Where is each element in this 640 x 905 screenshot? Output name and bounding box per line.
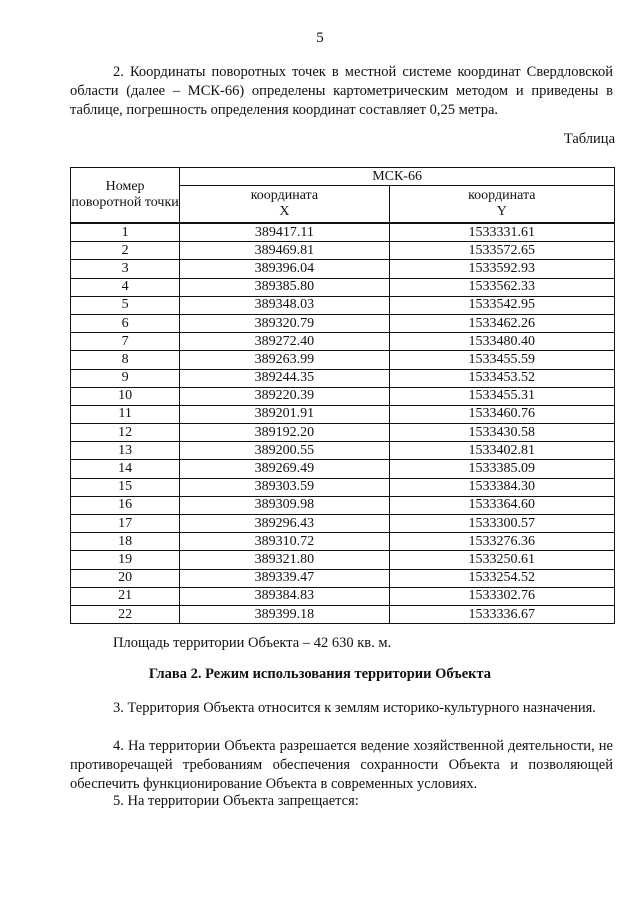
table-row [71, 424, 615, 442]
header-coordinate-x: координата X [180, 186, 389, 224]
paragraph-5: 5. На территории Объекта запрещается: [113, 793, 359, 809]
cell-point-number: 8 [71, 351, 180, 369]
cell-coordinate-y: 1533455.59 [389, 351, 614, 369]
cell-point-number: 4 [71, 278, 180, 296]
header-coordinate-system: МСК-66 [180, 168, 615, 186]
cell-point-number: 1 [71, 223, 180, 242]
cell-coordinate-y: 1533302.76 [389, 587, 614, 605]
table-row [71, 551, 615, 569]
paragraph-4: 4. На территории Объекта разрешается ведение хозяйственной деятельности, не противоречащей требованиям обеспечения сохранности Объекта и позволяющей обеспечить функционирование Объекта в современных условиях. [70, 738, 613, 792]
cell-coordinate-x: 389310.72 [180, 533, 389, 551]
cell-coordinate-x: 389244.35 [180, 369, 389, 387]
cell-point-number: 15 [71, 478, 180, 496]
cell-coordinate-x: 389201.91 [180, 405, 389, 423]
chapter-title: Глава 2. Режим использования территории Объекта [148, 666, 492, 682]
cell-point-number: 17 [71, 515, 180, 533]
header-coordinate-y: координата Y [389, 186, 614, 224]
cell-coordinate-x: 389385.80 [180, 278, 389, 296]
cell-coordinate-y: 1533453.52 [389, 369, 614, 387]
cell-coordinate-x: 389320.79 [180, 314, 389, 332]
paragraph-3: 3. Территория Объекта относится к землям историко-культурного назначения. [113, 700, 596, 716]
cell-coordinate-x: 389339.47 [180, 569, 389, 587]
cell-coordinate-x: 389309.98 [180, 496, 389, 514]
table-row [71, 223, 615, 242]
cell-point-number: 14 [71, 460, 180, 478]
table-row [71, 369, 615, 387]
cell-coordinate-y: 1533462.26 [389, 314, 614, 332]
cell-point-number: 3 [71, 260, 180, 278]
cell-coordinate-y: 1533455.31 [389, 387, 614, 405]
header-point-number: Номер поворотной точки [71, 168, 180, 224]
table-row [71, 296, 615, 314]
cell-coordinate-y: 1533384.30 [389, 478, 614, 496]
cell-coordinate-x: 389192.20 [180, 424, 389, 442]
table-row [71, 260, 615, 278]
table-caption: Таблица [563, 131, 615, 147]
cell-coordinate-y: 1533430.58 [389, 424, 614, 442]
cell-coordinate-y: 1533402.81 [389, 442, 614, 460]
cell-coordinate-y: 1533300.57 [389, 515, 614, 533]
table-row [71, 605, 615, 623]
cell-coordinate-x: 389417.11 [180, 223, 389, 242]
coordinates-table-body [71, 223, 615, 624]
table-row [71, 515, 615, 533]
cell-coordinate-x: 389321.80 [180, 551, 389, 569]
table-row [71, 569, 615, 587]
cell-point-number: 16 [71, 496, 180, 514]
cell-coordinate-x: 389296.43 [180, 515, 389, 533]
cell-coordinate-y: 1533542.95 [389, 296, 614, 314]
table-row [71, 533, 615, 551]
table-row [71, 278, 615, 296]
table-row [71, 496, 615, 514]
cell-point-number: 13 [71, 442, 180, 460]
cell-coordinate-x: 389272.40 [180, 333, 389, 351]
cell-coordinate-x: 389200.55 [180, 442, 389, 460]
table-row [71, 242, 615, 260]
cell-point-number: 18 [71, 533, 180, 551]
table-row [71, 351, 615, 369]
cell-coordinate-x: 389384.83 [180, 587, 389, 605]
cell-coordinate-x: 389399.18 [180, 605, 389, 623]
cell-point-number: 9 [71, 369, 180, 387]
cell-coordinate-y: 1533480.40 [389, 333, 614, 351]
table-row [71, 333, 615, 351]
table-row [71, 587, 615, 605]
cell-coordinate-x: 389303.59 [180, 478, 389, 496]
cell-coordinate-x: 389220.39 [180, 387, 389, 405]
cell-coordinate-x: 389396.04 [180, 260, 389, 278]
cell-point-number: 21 [71, 587, 180, 605]
cell-coordinate-y: 1533592.93 [389, 260, 614, 278]
cell-coordinate-x: 389269.49 [180, 460, 389, 478]
cell-coordinate-y: 1533250.61 [389, 551, 614, 569]
page-number: 5 [316, 30, 324, 46]
cell-coordinate-y: 1533276.36 [389, 533, 614, 551]
cell-coordinate-y: 1533385.09 [389, 460, 614, 478]
cell-point-number: 12 [71, 424, 180, 442]
area-text: Площадь территории Объекта – 42 630 кв. м. [113, 635, 392, 651]
cell-coordinate-y: 1533336.67 [389, 605, 614, 623]
cell-coordinate-y: 1533460.76 [389, 405, 614, 423]
paragraph-2: 2. Координаты поворотных точек в местной системе координат Свердловской области (далее – МСК-66) определены картометрическим методом и приведены в таблице, погрешность определения координат составляет 0,25 метра. [70, 64, 613, 118]
cell-point-number: 2 [71, 242, 180, 260]
cell-point-number: 19 [71, 551, 180, 569]
cell-coordinate-x: 389469.81 [180, 242, 389, 260]
cell-coordinate-y: 1533254.52 [389, 569, 614, 587]
cell-point-number: 22 [71, 605, 180, 623]
cell-coordinate-x: 389348.03 [180, 296, 389, 314]
cell-coordinate-y: 1533331.61 [389, 223, 614, 242]
cell-point-number: 7 [71, 333, 180, 351]
table-row [71, 460, 615, 478]
cell-coordinate-y: 1533562.33 [389, 278, 614, 296]
table-row [71, 314, 615, 332]
cell-coordinate-y: 1533364.60 [389, 496, 614, 514]
cell-point-number: 20 [71, 569, 180, 587]
cell-point-number: 6 [71, 314, 180, 332]
table-row [71, 387, 615, 405]
table-row [71, 478, 615, 496]
cell-coordinate-x: 389263.99 [180, 351, 389, 369]
coordinates-table [70, 167, 615, 624]
table-row [71, 442, 615, 460]
cell-coordinate-y: 1533572.65 [389, 242, 614, 260]
cell-point-number: 5 [71, 296, 180, 314]
cell-point-number: 10 [71, 387, 180, 405]
cell-point-number: 11 [71, 405, 180, 423]
table-row [71, 405, 615, 423]
